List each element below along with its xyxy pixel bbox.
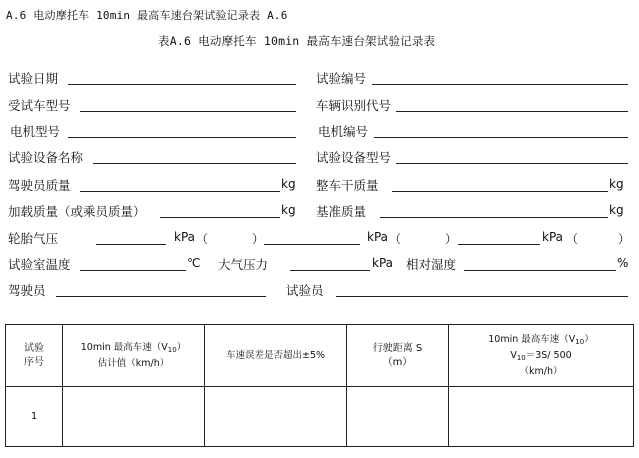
label-rider-mass: 驾驶员质量 (8, 178, 71, 193)
unit-kpa-2: kPa (367, 230, 388, 244)
field-load-mass[interactable] (160, 217, 280, 218)
label-tire-pressure: 轮胎气压 (8, 231, 59, 246)
field-motor-no[interactable] (374, 137, 628, 138)
cell-max-speed[interactable] (449, 387, 634, 447)
paren-right-1: ） (252, 232, 265, 246)
label-vin: 车辆识别代号 (316, 98, 392, 113)
unit-celsius: ℃ (187, 256, 201, 270)
field-test-no[interactable] (372, 84, 628, 85)
label-humidity: 相对湿度 (406, 257, 457, 272)
label-motor-model: 电机型号 (10, 124, 61, 139)
label-motor-no: 电机编号 (318, 124, 369, 139)
header-test-no: 试验 序号 (6, 325, 63, 387)
field-equipment-model[interactable] (396, 163, 628, 164)
field-equipment-name[interactable] (93, 163, 296, 164)
label-equipment-name: 试验设备名称 (8, 150, 84, 165)
field-rider-mass[interactable] (80, 191, 280, 192)
unit-base-mass: kg (609, 203, 624, 217)
label-rider: 驾驶员 (8, 283, 46, 298)
field-tester[interactable] (336, 296, 628, 297)
unit-kpa-1: kPa (174, 230, 195, 244)
paren-left-3: （ (566, 232, 579, 246)
header-distance: 行驶距离 S （m） (347, 325, 449, 387)
table-row (6, 387, 634, 447)
field-curb-mass[interactable] (392, 191, 608, 192)
unit-kpa-atm: kPa (372, 256, 393, 270)
label-atm-pressure: 大气压力 (218, 257, 269, 272)
paren-left-1: （ (196, 232, 209, 246)
label-test-date: 试验日期 (8, 71, 59, 86)
row-number: 1 (6, 387, 63, 447)
paren-left-2: （ (389, 232, 402, 246)
paren-right-3: ） (618, 232, 631, 246)
field-tire-pressure-3[interactable] (458, 244, 540, 245)
label-base-mass: 基准质量 (316, 204, 367, 219)
label-tester: 试验员 (286, 283, 324, 298)
field-tire-pressure-1[interactable] (96, 244, 166, 245)
paren-right-2: ） (445, 232, 458, 246)
label-room-temp: 试验室温度 (8, 257, 71, 272)
cell-estimated-speed[interactable] (63, 387, 205, 447)
cell-speed-error[interactable] (205, 387, 347, 447)
field-tire-pressure-2[interactable] (264, 244, 360, 245)
unit-kpa-3: kPa (542, 230, 563, 244)
label-test-no: 试验编号 (316, 71, 367, 86)
header-speed-error: 车速误差是否超出±5% (205, 325, 347, 387)
running-title: A.6 电动摩托车 10min 最高车速台架试验记录表 A.6 (6, 9, 288, 22)
record-table (5, 324, 634, 447)
unit-rider-mass: kg (281, 177, 296, 191)
field-test-date[interactable] (68, 84, 296, 85)
header-max-speed: 10min 最高车速$(V_{10})$ $V_{10}=3S/$ 500 （km/h） (449, 325, 634, 387)
field-room-temp[interactable] (80, 270, 186, 271)
label-curb-mass: 整车干质量 (316, 178, 379, 193)
field-vehicle-model[interactable] (80, 111, 296, 112)
label-load-mass: 加载质量（或乘员质量） (8, 204, 146, 219)
unit-curb-mass: kg (609, 177, 624, 191)
field-motor-model[interactable] (68, 137, 296, 138)
field-atm-pressure[interactable] (290, 270, 370, 271)
header-estimated-speed: 10min 最高车速$(V_{10})$ 估计值（km/h） (63, 325, 205, 387)
unit-percent: % (617, 256, 629, 270)
label-equipment-model: 试验设备型号 (316, 150, 392, 165)
page-title: 表A.6 电动摩托车 10min 最高车速台架试验记录表 (158, 34, 436, 48)
field-base-mass[interactable] (380, 217, 608, 218)
cell-distance[interactable] (347, 387, 449, 447)
unit-load-mass: kg (281, 203, 296, 217)
field-rider[interactable] (56, 296, 266, 297)
label-vehicle-model: 受试车型号 (8, 98, 71, 113)
field-vin[interactable] (396, 111, 628, 112)
field-humidity[interactable] (464, 270, 616, 271)
table-header-row (6, 325, 634, 387)
